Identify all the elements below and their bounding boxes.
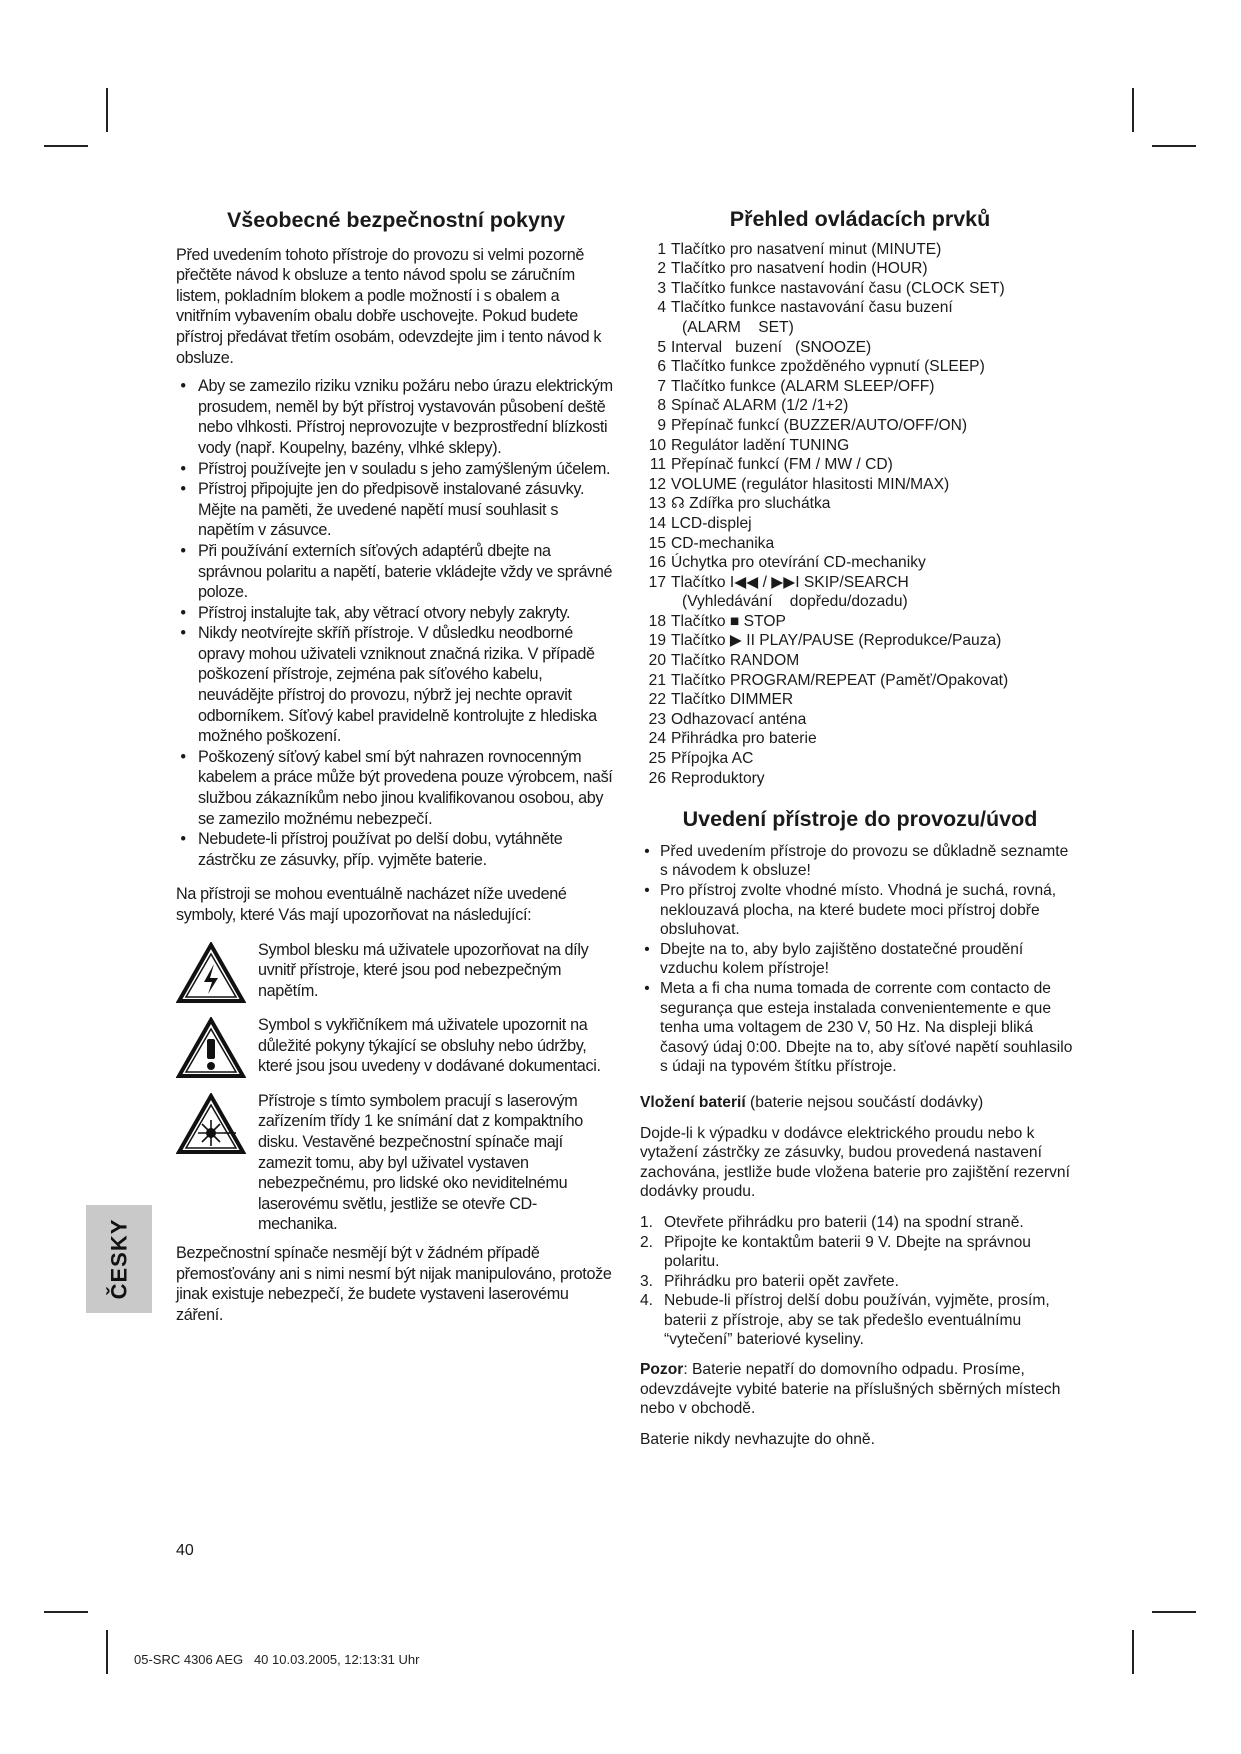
list-item: • Aby se zamezilo riziku vzniku požáru nebo úrazu elektrickým prosudem, neměl by být přístroj vystavován působení deště nebo vlhkosti. Přístroj neprovozujte v bezprostřední blízkosti vody (např. Koupelny, bazény, vlhké sklepy). (180, 377, 613, 457)
page-number: 40 (176, 1542, 194, 1559)
laser-warning-icon (176, 1091, 248, 1161)
safety-heading: Všeobecné bezpečnostní pokyny (226, 208, 566, 232)
list-item: 11 Přepínač funkcí (FM / MW / CD) (649, 456, 893, 474)
list-item: • Dbejte na to, aby bylo zajištěno dostatečné proudění vzduchu kolem přístroje! (644, 940, 1024, 978)
caution-paragraph (640, 1360, 1080, 1419)
safety-closing: Bezpečnostní spínače nesmějí být v žádném případě přemosťovány ani s nimi nesmí být nijak manipulováno, protože jinak existuje nebezpečí, že budete vystaveni laserovému záření. (176, 1243, 612, 1324)
list-item: • Meta a fi cha numa tomada de corrente com contacto de segurança que esteja instalada convenientemente e que tenha uma voltagem de 230 V, 50 Hz. Na displeji bliká časový údaj 0:00. Dbejte na to, aby síťové napětí souhlasilo s údaji na typovém štítku přístroje. (644, 979, 1073, 1076)
language-tab-label: ČESKY (106, 1218, 132, 1300)
list-item: 9 Přepínač funkcí (BUZZER/AUTO/OFF/ON) (657, 416, 968, 434)
list-item: 16 Úchytka pro otevírání CD-mechaniky (648, 554, 926, 572)
list-item: 14 LCD-displej (648, 514, 752, 532)
list-item: 15 CD-mechanika (648, 534, 775, 552)
list-item: • Přístroj používejte jen v souladu s jeho zamýšleným účelem. (180, 459, 611, 478)
safety-intro: Před uvedením tohoto přístroje do provozu si velmi pozorně přečtěte návod k obsluze a tento návod spolu se záručním listem, pokladním blokem a podle možností i s obalem a vnitřním vybavením obalu dobře uschovejte. Pokud budete přístroj předávat třetím osobám, odevzdejte jim i tento návod k obsluze. (176, 245, 602, 367)
caution-label: Pozor (640, 1361, 684, 1379)
controls-section (640, 207, 1080, 1460)
list-item: 2 Tlačítko pro nasatvení hodin (HOUR) (657, 260, 928, 278)
list-item: 22 Tlačítko DIMMER (648, 691, 794, 709)
crop-mark (44, 1611, 88, 1613)
list-item: • Pro přístroj zvolte vhodné místo. Vhodná je suchá, rovná, neklouzavá plocha, na které budete moci přístroj dobře obsluhovat. (644, 882, 1057, 939)
crop-mark (44, 145, 88, 147)
list-item: 12 VOLUME (regulátor hlasitosti MIN/MAX) (648, 475, 950, 493)
list-item: • Před uvedením přístroje do provozu se důkladně seznamte s návodem k obsluze! (644, 842, 1069, 880)
list-item: 6 Tlačítko funkce zpožděného vypnutí (SLEEP) (657, 358, 985, 376)
caution-text: : Baterie nepatří do domovního odpadu. Prosíme, odevzdávejte vybité baterie na příslušných sběrných místech nebo v obchodě. (640, 1361, 1061, 1418)
safety-section (176, 210, 616, 1333)
list-item: • Přístroj instalujte tak, aby větrací otvory nebyly zakryty. (180, 603, 571, 622)
safety-bullet-list (176, 376, 616, 870)
controls-heading: Přehled ovládacích prvků (729, 207, 991, 231)
symbol-row-lightning (176, 940, 616, 1010)
list-item: 24 Přihrádka pro baterie (648, 730, 817, 748)
list-item: 17 Tlačítko I◀◀ / ▶▶I SKIP/SEARCH (648, 573, 909, 591)
symbol-row-exclamation (176, 1015, 616, 1085)
list-item: 19 Tlačítko ▶ II PLAY/PAUSE (Reprodukce/Pauza) (648, 632, 1002, 650)
symbol-description: Symbol s vykřičníkem má uživatele upozornit na důležité pokyny týkající se obsluhy nebo údržby, které jsou jsou uvedeny v dodávané dokumentaci. (258, 1016, 601, 1076)
setup-heading: Uvedení přístroje do provozu/úvod (682, 807, 1038, 832)
battery-title: Vložení baterií (640, 1093, 746, 1111)
list-item: 8 Spínač ALARM (1/2 /1+2) (657, 397, 849, 415)
list-item: 20 Tlačítko RANDOM (648, 652, 800, 670)
list-item: • Nebudete-li přístroj používat po delší dobu, vytáhněte zástrčku ze zásuvky, příp. vyjměte baterie. (180, 830, 563, 869)
list-item: 4. Nebude-li přístroj delší dobu používán, vyjměte, prosím, baterii z přístroje, aby se tak předešlo eventuálnímu “vytečení” bateriové kyseliny. (640, 1292, 1050, 1349)
crop-mark (1152, 145, 1196, 147)
controls-list (640, 240, 1080, 789)
crop-mark (1132, 1630, 1134, 1674)
list-item: 3. Přihrádku pro baterii opět zavřete. (640, 1272, 899, 1290)
list-item: 7 Tlačítko funkce (ALARM SLEEP/OFF) (657, 377, 935, 395)
language-tab (86, 1205, 152, 1313)
final-note: Baterie nikdy nevhazujte do ohně. (640, 1430, 875, 1448)
list-item: 4 Tlačítko funkce nastavování času buzení (657, 299, 953, 317)
list-item: 21 Tlačítko PROGRAM/REPEAT (Paměť/Opakovat) (648, 671, 1009, 689)
crop-mark (106, 1630, 108, 1674)
print-footer: 05-SRC 4306 AEG 40 10.03.2005, 12:13:31 Uhr (134, 1652, 420, 1667)
symbols-intro: Na přístroji se mohou eventuálně nacházet níže uvedené symboly, které Vás mají upozorňovat na následující: (176, 885, 567, 924)
list-item: • Přístroj připojujte jen do předpisově instalované zásuvky. Mějte na paměti, že uvedené napětí musí souhlasit s napětím v zásuvce. (180, 480, 585, 540)
lightning-warning-icon (176, 940, 248, 1010)
list-item: 23 Odhazovací anténa (648, 710, 807, 728)
symbol-row-laser (176, 1091, 616, 1235)
battery-note: (baterie nejsou součástí dodávky) (745, 1093, 984, 1111)
list-item: 3 Tlačítko funkce nastavování času (CLOCK SET) (657, 279, 1005, 297)
list-item: • Nikdy neotvírejte skříň přístroje. V důsledku neodborné opravy mohou uživateli vzniknout značná rizika. V případě poškození přístroje, zejména pak síťového kabelu, neuvádějte přístroj do provozu, nýbrž jej nechte opravit odborníkem. Síťový kabel pravidelně kontrolujte z hlediska možného poškození. (180, 624, 597, 746)
battery-title-line (640, 1093, 1080, 1113)
list-item: 1 Tlačítko pro nasatvení minut (MINUTE) (657, 240, 942, 258)
list-item: 2. Připojte ke kontaktům baterii 9 V. Dbejte na správnou polaritu. (640, 1233, 1031, 1271)
list-item: 25 Přípojka AC (648, 750, 754, 768)
symbol-description: Přístroje s tímto symbolem pracují s laserovým zařízením třídy 1 ke snímání dat z kompaktního disku. Vestavěné bezpečnostní spínače mají zamezit tomu, aby byl uživatel vystaven nebezpečnému, pro lidské oko neviditelnému laserovému světlu, jestliže se otevře CD-mechanika. (258, 1091, 583, 1234)
crop-mark (106, 88, 108, 132)
list-item: 5 Interval buzení (SNOOZE) (657, 338, 872, 356)
symbol-description: Symbol blesku má uživatele upozorňovat na díly uvnitř přístroje, které jsou pod nebezpečným napětím. (258, 940, 589, 1000)
list-item: 10 Regulátor ladění TUNING (648, 436, 850, 454)
list-item: 26 Reproduktory (648, 769, 765, 787)
crop-mark (1152, 1611, 1196, 1613)
exclamation-warning-icon (176, 1015, 248, 1085)
list-item: • Při používání externích síťových adaptérů dbejte na správnou polaritu a napětí, baterie vkládejte vždy ve správné poloze. (180, 541, 613, 602)
list-item: 13 ☊ Zdířka pro sluchátka (648, 495, 831, 513)
list-item: 1. Otevřete přihrádku pro baterii (14) na spodní straně. (640, 1213, 1024, 1231)
list-item: 18 Tlačítko ■ STOP (648, 612, 786, 630)
crop-mark (1132, 88, 1134, 132)
setup-bullet-list (640, 842, 1080, 1077)
battery-steps (640, 1213, 1080, 1350)
battery-intro: Dojde-li k výpadku v dodávce elektrického proudu nebo k vytažení zástrčky ze zásuvky, budou provedená nastavení zachována, jestliže bude vložena baterie pro zajištění rezervní dodávky proudu. (640, 1124, 1070, 1201)
list-item: (Vyhledávání dopředu/dozadu) (682, 593, 908, 611)
list-item: • Poškozený síťový kabel smí být nahrazen rovnocenným kabelem a práce může být provedena pouze výrobcem, naší službou zákazníkům nebo jinou kvalifikovanou osobou, aby se zamezilo možnému nebezpečí. (180, 747, 613, 828)
list-item: (ALARM SET) (682, 318, 794, 336)
